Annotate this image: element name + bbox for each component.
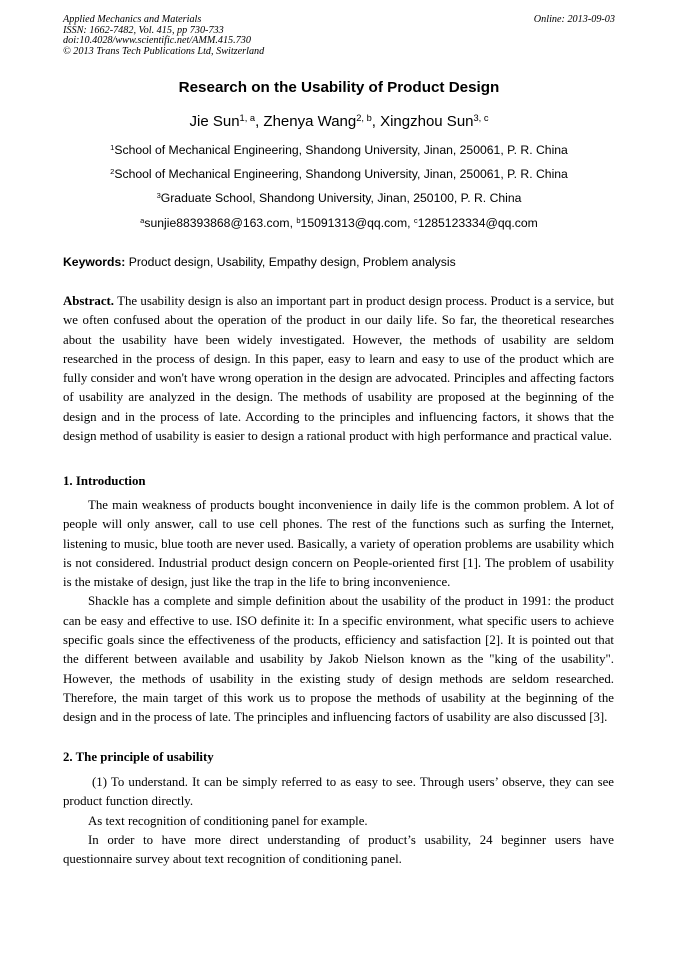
email-list: $^a$sunjie88393868@163.com, $^b$15091313@qq.com, $^c$1285123334@qq.com	[140, 215, 538, 230]
principle-body	[63, 773, 614, 869]
email-sup: a	[140, 215, 145, 225]
author-name: Xingzhou Sun	[380, 113, 474, 130]
abstract	[63, 292, 614, 446]
author-name: Jie Sun	[189, 113, 240, 130]
keywords-label: Keywords:	[63, 255, 126, 269]
email-link[interactable]: 15091313@qq.com	[300, 216, 408, 230]
affiliation-2	[0, 167, 678, 181]
online-date: Online: 2013-09-03	[533, 14, 615, 25]
author-name: Zhenya Wang	[263, 113, 357, 130]
abstract-text: The usability design is also an important part in product design process. Product is a service, but we often confused about the operation of the product in our daily life. So far, the theoretical researches about the usability have been widely investigated. However, the methods of usability are seldom researched in the process of design. In this paper, easy to learn and easy to use of the product which are fully consider and won't have wrong operation in the design are advocated. Principles and affecting factors of usability are analyzed in the design. The methods of usability are proposed at the beginning of the design and in the process of late. According to the principles and influencing factors, it shows that the design method of usability is easier to design a rational product with high performance and practical value.	[63, 294, 614, 444]
journal-name: Applied Mechanics and Materials	[63, 14, 202, 25]
keywords-text: Product design, Usability, Empathy design, Problem analysis	[128, 255, 456, 269]
affiliation-text: Graduate School, Shandong University, Jinan, 250100, P. R. China	[160, 191, 522, 205]
introduction-body	[63, 496, 614, 728]
affiliation-1	[0, 143, 678, 157]
email-link[interactable]: sunjie88393868@163.com	[144, 216, 290, 230]
affiliation-text: School of Mechanical Engineering, Shandong University, Jinan, 250061, P. R. China	[114, 143, 568, 157]
email-link[interactable]: 1285123334@qq.com	[417, 216, 538, 230]
author-sup: 3, c	[473, 112, 489, 123]
section-heading-principle: 2. The principle of usability	[63, 750, 214, 764]
issn-line: ISSN: 1662-7482, Vol. 415, pp 730-733	[63, 24, 224, 36]
paragraph: In order to have more direct understanding of product’s usability, 24 beginner users have questionnaire survey about text recognition of conditioning panel.	[63, 832, 614, 867]
section-heading-introduction: 1. Introduction	[63, 474, 146, 488]
paragraph: Shackle has a complete and simple definition about the usability of the product in 1991: the product can be easy and effective to use. ISO definite it: In a specific environment, what specific users to achieve specific goals since the effectiveness of the products, efficiency and satisfaction [2]. It is pointed out that the different between available and usability by Jakob Nielson known as the "king of the usability". However, the methods of usability in the existing study of design methods are seldom researched. Therefore, the main target of this work us to propose the methods of usability at the beginning of the design and in the process of late. The principles and influencing factors of usability are also discussed [3].	[63, 594, 614, 725]
paragraph: The main weakness of products bought inconvenience in daily life is the common problem. A lot of people will only answer, call to use cell phones. The rest of the functions such as surfing the Internet, listening to music, blue tooth are never used. Basically, a variety of operation problems are usability which is not considered. Industrial product design concern on People-oriented first [1]. The problem of usability is the mistake of design, just like the trap in the life to bring inconvenience.	[63, 498, 614, 590]
affiliation-sup: 3	[156, 190, 161, 200]
paper-title: Research on the Usability of Product Design	[178, 79, 500, 96]
affiliation-sup: 1	[110, 142, 115, 152]
keywords	[63, 255, 456, 269]
doi-line: doi:10.4028/www.scientific.net/AMM.415.730	[63, 35, 251, 47]
paragraph: As text recognition of conditioning panel for example.	[88, 813, 368, 828]
author-sup: 2, b	[356, 112, 372, 123]
journal-header	[63, 15, 264, 57]
abstract-label: Abstract.	[63, 294, 115, 308]
affiliation-3	[0, 191, 678, 205]
author-sup: 1, a	[239, 112, 256, 123]
author-list: Jie Sun$^{1, a}$, Zhenya Wang$^{2, b}$, Xingzhou Sun$^{3, c}$	[189, 112, 489, 130]
affiliation-sup: 2	[110, 166, 115, 176]
copyright-line: © 2013 Trans Tech Publications Ltd, Switzerland	[63, 45, 265, 57]
affiliation-text: School of Mechanical Engineering, Shandong University, Jinan, 250061, P. R. China	[114, 167, 568, 181]
email-sup: b	[296, 215, 301, 225]
email-sup: c	[413, 215, 418, 225]
paragraph: (1) To understand. It can be simply referred to as easy to see. Through users’ observe, they can see product function directly.	[63, 775, 614, 809]
